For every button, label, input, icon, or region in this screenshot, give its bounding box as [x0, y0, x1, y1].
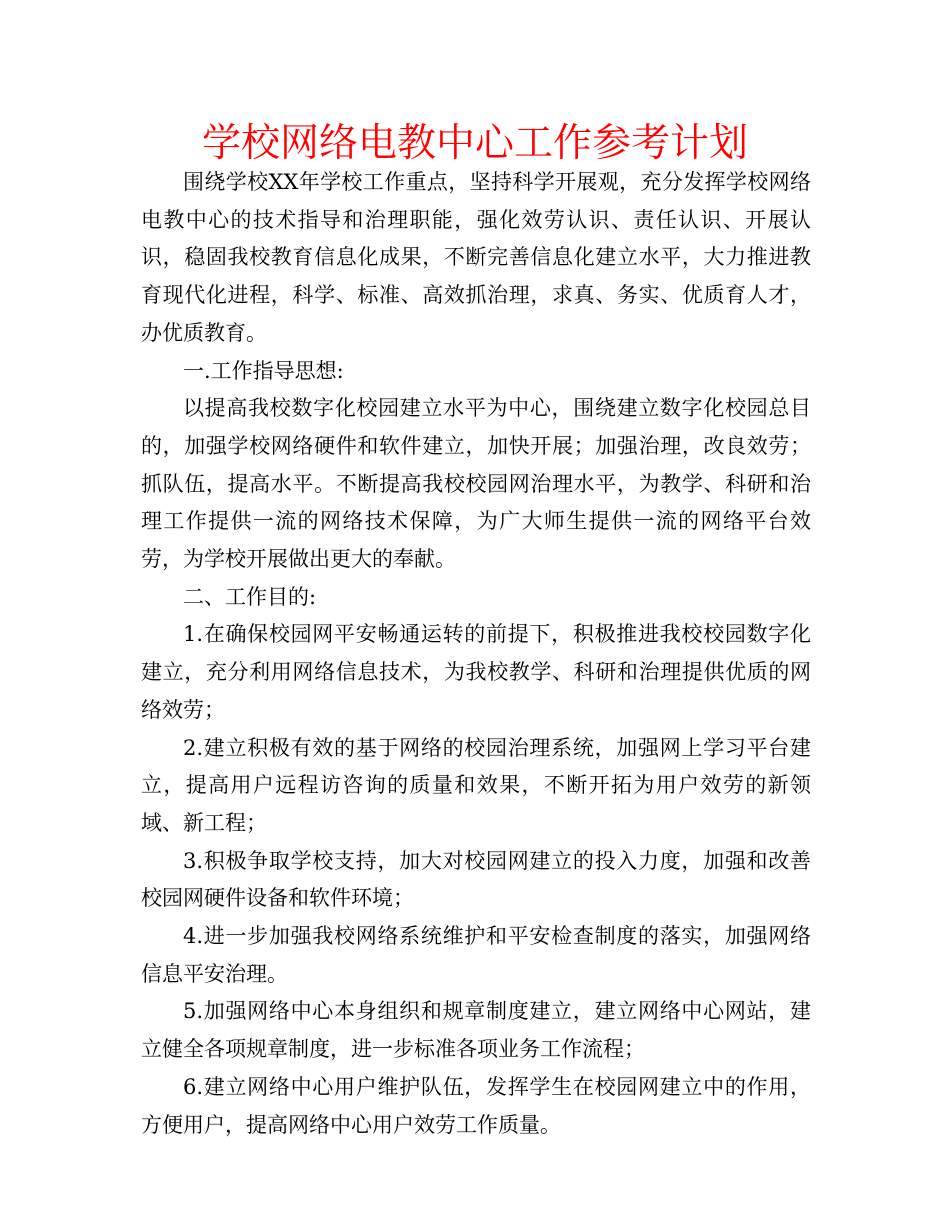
list-item-goal-1: 1.在确保校园网平安畅通运转的前提下，积极推进我校校园数字化建立，充分利用网络信息技术，为我校教学、科研和治理提供优质的网络效劳； — [141, 622, 811, 722]
section-heading-guiding-thought: 一.工作指导思想: — [183, 358, 344, 383]
list-item-goal-3: 3.积极争取学校支持，加大对校园网建立的投入力度，加强和改善校园网硬件设备和软件环境； — [141, 848, 811, 911]
paragraph-guiding-thought: 以提高我校数字化校园建立水平为中心，围绕建立数字化校园总目的，加强学校网络硬件和软件建立，加快开展；加强治理，改良效劳；抓队伍，提高水平。不断提高我校校园网治理水平，为教学、科研和治理工作提供一流的网络技术保障，为广大师生提供一流的网络平台效劳，为学校开展做出更大的奉献。 — [141, 396, 811, 572]
section-heading-work-goals: 二、工作目的: — [183, 584, 317, 609]
list-item-goal-4: 4.进一步加强我校网络系统维护和平安检查制度的落实，加强网络信息平安治理。 — [141, 924, 811, 986]
paragraph-intro: 围绕学校XX年学校工作重点，坚持科学开展观，充分发挥学校网络电教中心的技术指导和治理职能，强化效劳认识、责任认识、开展认识，稳固我校教育信息化成果，不断完善信息化建立水平，大力推进教育现代化进程，科学、标准、高效抓治理，求真、务实、优质育人才，办优质教育。 — [141, 170, 811, 345]
list-item-goal-6: 6.建立网络中心用户维护队伍，发挥学生在校园网建立中的作用，方便用户，提高网络中心用户效劳工作质量。 — [141, 1074, 811, 1137]
list-item-goal-5: 5.加强网络中心本身组织和规章制度建立，建立网络中心网站，建立健全各项规章制度，进一步标准各项业务工作流程； — [141, 999, 811, 1062]
document-body — [141, 164, 811, 1144]
document-title: 学校网络电教中心工作参考计划 — [201, 121, 748, 166]
list-item-goal-2: 2.建立积极有效的基于网络的校园治理系统，加强网上学习平台建立，提高用户远程访咨询的质量和效果，不断开拓为用户效劳的新领域、新工程； — [141, 735, 811, 835]
